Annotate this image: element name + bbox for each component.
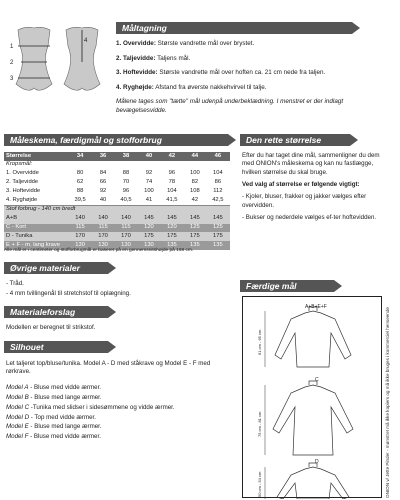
silhouet-header	[4, 341, 108, 353]
maaltagning-title: Måltagning	[122, 23, 167, 33]
list-item: Model D - Top med vidde ærmer.	[6, 413, 96, 421]
garment-c-icon	[273, 381, 353, 455]
silhouet-title: Silhouet	[10, 342, 44, 352]
rette-heading: Ved valg af størrelse er følgende vigtigt:	[242, 181, 360, 189]
figure-label-3: 3	[10, 76, 14, 82]
materialeforslag-title: Materialeforslag	[10, 307, 76, 317]
table-row: E + F - m. lang krave 130 130 130 130 135 135 135	[4, 241, 230, 250]
size-table	[4, 152, 230, 250]
table-row: C - Kort 115 115 115 120 120 125 125	[4, 224, 230, 233]
table-row: D - Tunika 170 170 170 175 175 175 175	[4, 232, 230, 241]
list-item: Model C -Tunika med slidser i sidesømmene og vidde ærmer.	[6, 403, 175, 411]
list-item: Model F - Bluse med vidde ærmer.	[6, 433, 101, 441]
oevrige-list	[6, 280, 226, 301]
rette-point-2: - Bukser og nederdele vælges ef-ter hoftevidden.	[242, 214, 377, 222]
materialeforslag-text: Modellen er beregnet til strikstof.	[6, 324, 96, 331]
stof-forbrug-row: Stof forbrug - 140 cm bredt	[4, 205, 230, 214]
table-row: 1. Overvidde 80 84 88 92 96 100 104	[6, 170, 223, 177]
figure-label-4: 4	[84, 38, 88, 44]
garment-drawings	[243, 297, 383, 499]
rette-title: Den rette størrelse	[246, 135, 322, 145]
rette-stoerrelse-text	[242, 152, 382, 227]
table-row: A+B 140 140 140 145 145 145 145	[4, 215, 230, 224]
measure-item: 2. Taljevidde: Taljens mål.	[116, 54, 191, 62]
figure-label-2: 2	[10, 60, 14, 66]
faerdige-maal-header	[240, 280, 334, 292]
label-d: D	[315, 459, 319, 465]
label-c: C	[315, 377, 319, 383]
length-label-top: 61 cm - 65 cm	[257, 329, 262, 355]
list-item: Model A - Bluse med vidde ærmer.	[6, 384, 102, 391]
size-table-header-row: Størrelse 34 36 38 40 42 44 46	[4, 152, 230, 161]
maaltagning-note: Målene tages som "tætte" mål udenpå underbeklædning. I menstret er der indlagt bevægelsesvidde.	[116, 98, 344, 114]
table-note: Alle mål er i centimeter og stofforbrugmål er baseret på en gennemsnitshøjde på 168 cm.	[4, 248, 194, 253]
materialeforslag-header	[4, 306, 108, 318]
garment-measurements-box	[242, 296, 382, 498]
maaltagning-header	[116, 22, 352, 34]
maaleskema-header	[4, 134, 228, 146]
figure-label-1: 1	[10, 44, 14, 50]
length-label-mid: 75 cm - 81 cm	[257, 411, 262, 437]
rette-stoerrelse-header	[240, 134, 350, 146]
maaleskema-title: Måleskema, færdigmål og stofforbrug	[10, 135, 162, 145]
body-measurement-figure	[4, 22, 112, 100]
maaltagning-list	[116, 40, 394, 121]
label-ab-ef: A+B+E+F	[305, 304, 327, 310]
silhouet-intro: Let taljeret top/bluse/tunika. Model A - D med ståkrave og Model E - F med rørkrave.	[6, 360, 211, 376]
list-item: - Tråd.	[6, 280, 24, 287]
silhouet-model-list	[6, 384, 232, 443]
faerdige-title: Færdige mål	[246, 281, 297, 291]
measure-item: 4. Ryghøjde: Afstand fra øverste nakkehvirvel til talje.	[116, 83, 267, 91]
list-item: Model B - Bluse med lange ærmer.	[6, 393, 102, 401]
rette-point-1: - Kjoler, bluser, frakker og jakker vælges efter overvidden.	[242, 193, 367, 209]
measure-item: 1. Overvidde: Største vandrette mål over brystet.	[116, 40, 255, 47]
measure-item: 3. Hoftevidde: Største vandrette mål over hoften ca. 21 cm nede fra taljen.	[116, 69, 326, 76]
length-label-bot: 50 cm - 54 cm	[257, 471, 262, 497]
oevrige-title: Øvrige materialer	[10, 263, 80, 273]
kropsmaal-row: Kropsmål:	[6, 161, 33, 168]
list-item: Model E - Bluse med lange ærmer.	[6, 423, 102, 431]
oevrige-materialer-header	[4, 262, 108, 274]
garment-d-icon	[277, 463, 349, 499]
copyright-side-text: ONION v/ Jette Pinder - mønstret må ikke kopiers og må ikke bruges i kommerciel henseende	[385, 307, 390, 498]
table-row: 4. Ryghøjde 39,5 40 40,5 41 41,5 42 42,5	[6, 196, 224, 203]
table-row: 3. Hoftevidde 88 92 96 100 104 108 112	[6, 187, 223, 194]
rette-intro: Efter du har taget dine mål, sammenligner du dem med ONION's måleskema og kan nu fastlægge, hvilken størrelse du skal bruge.	[242, 152, 380, 176]
table-row: 2. Taljevidde 62 66 70 74 78 82 86	[6, 178, 222, 185]
garment-ab-ef-icon	[275, 307, 351, 367]
list-item: - 4 mm tvillingenål til stretchstof til oplægning.	[6, 290, 131, 298]
